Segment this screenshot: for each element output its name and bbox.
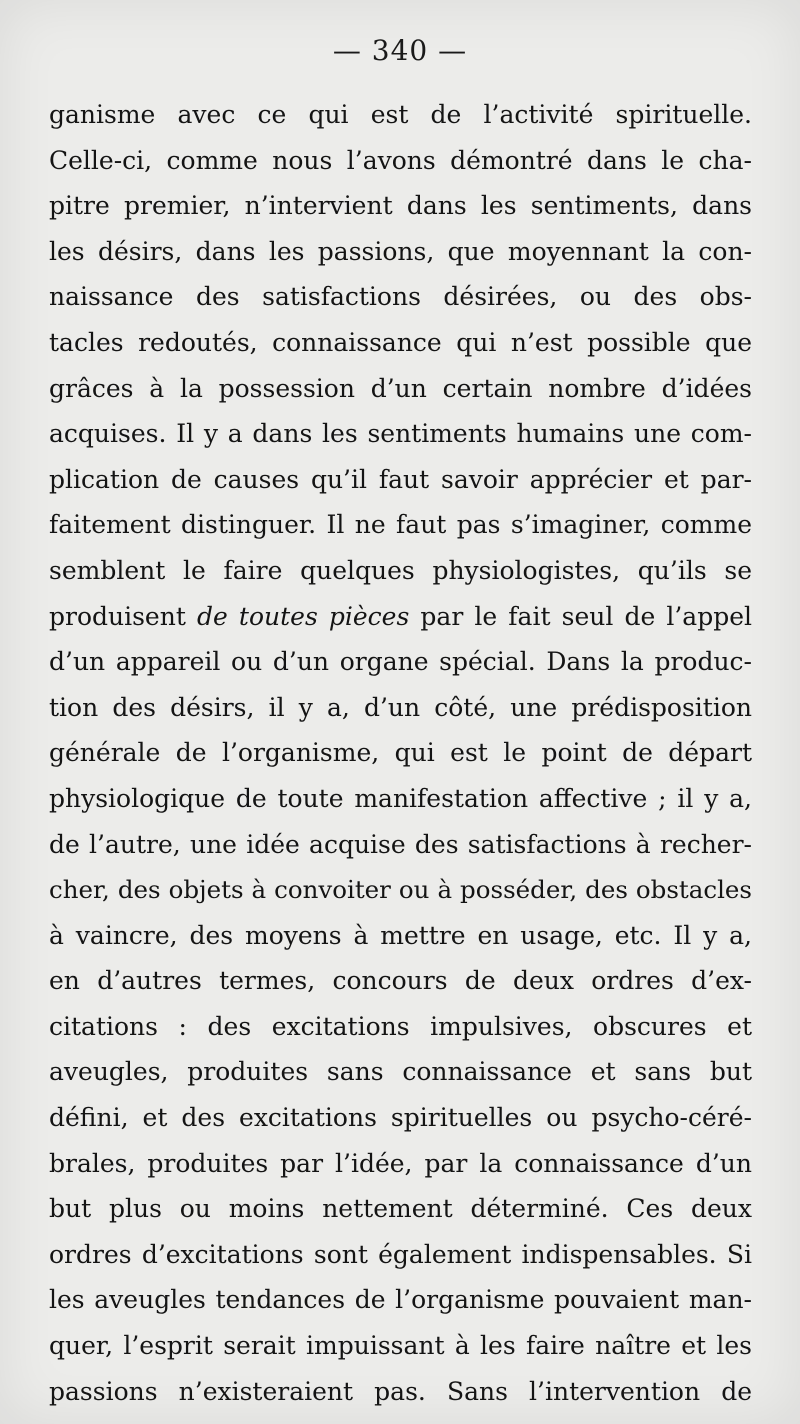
text-line: les aveugles tendances de l’organisme pouvaient man- xyxy=(49,1285,752,1315)
body-text xyxy=(49,92,752,1414)
page-number: — 340 — xyxy=(332,34,468,67)
text-line: tacles redoutés, connaissance qui n’est possible que xyxy=(49,327,752,357)
text-line: défini, et des excitations spirituelles ou psycho-céré- xyxy=(49,1103,752,1133)
text-line: pitre premier, n’intervient dans les sentiments, dans xyxy=(49,191,752,221)
text-line: à vaincre, des moyens à mettre en usage, etc. Il y a, xyxy=(49,920,752,950)
text-line: aveugles, produites sans connaissance et sans but xyxy=(49,1057,752,1087)
text-line: citations : des excitations impulsives, obscures et xyxy=(49,1011,752,1041)
text-line: naissance des satisfactions désirées, ou des obs- xyxy=(49,282,752,312)
text-line: ordres d’excitations sont également indispensables. Si xyxy=(49,1239,752,1269)
text-line-with-italic xyxy=(49,594,752,640)
text-line: générale de l’organisme, qui est le point de départ xyxy=(49,738,752,768)
text-line: de l’autre, une idée acquise des satisfactions à recher- xyxy=(49,829,752,859)
text-line: acquises. Il y a dans les sentiments humains une com- xyxy=(49,419,752,449)
text-line: en d’autres termes, concours de deux ordres d’ex- xyxy=(49,966,752,996)
text-line: quer, l’esprit serait impuissant à les faire naître et les xyxy=(49,1331,752,1361)
text-line: tion des désirs, il y a, d’un côté, une prédisposition xyxy=(49,692,752,722)
text-line: brales, produites par l’idée, par la connaissance d’un xyxy=(49,1148,752,1178)
italic-phrase: de toutes pièces xyxy=(197,601,410,631)
text-line: d’un appareil ou d’un organe spécial. Dans la produc- xyxy=(49,647,752,677)
line-segment: par le fait seul de l’appel xyxy=(409,601,752,631)
text-line: but plus ou moins nettement déterminé. Ces deux xyxy=(49,1194,752,1224)
text-line: ganisme avec ce qui est de l’activité spirituelle. xyxy=(49,100,752,129)
text-line: plication de causes qu’il faut savoir apprécier et par- xyxy=(49,464,752,494)
text-line: semblent le faire quelques physiologistes, qu’ils se xyxy=(49,555,752,585)
text-line: grâces à la possession d’un certain nombre d’idées xyxy=(49,373,752,403)
line-segment: produisent xyxy=(49,601,197,631)
text-line: les désirs, dans les passions, que moyennant la con- xyxy=(49,236,752,266)
text-line: physiologique de toute manifestation affective ; il y a, xyxy=(49,783,752,813)
text-line: Celle-ci, comme nous l’avons démontré dans le cha- xyxy=(49,145,752,175)
text-line: passions n’existeraient pas. Sans l’intervention de xyxy=(49,1376,752,1406)
text-line: cher, des objets à convoiter ou à posséder, des obstacles xyxy=(49,875,752,905)
text-line: faitement distinguer. Il ne faut pas s’imaginer, comme xyxy=(49,510,752,540)
